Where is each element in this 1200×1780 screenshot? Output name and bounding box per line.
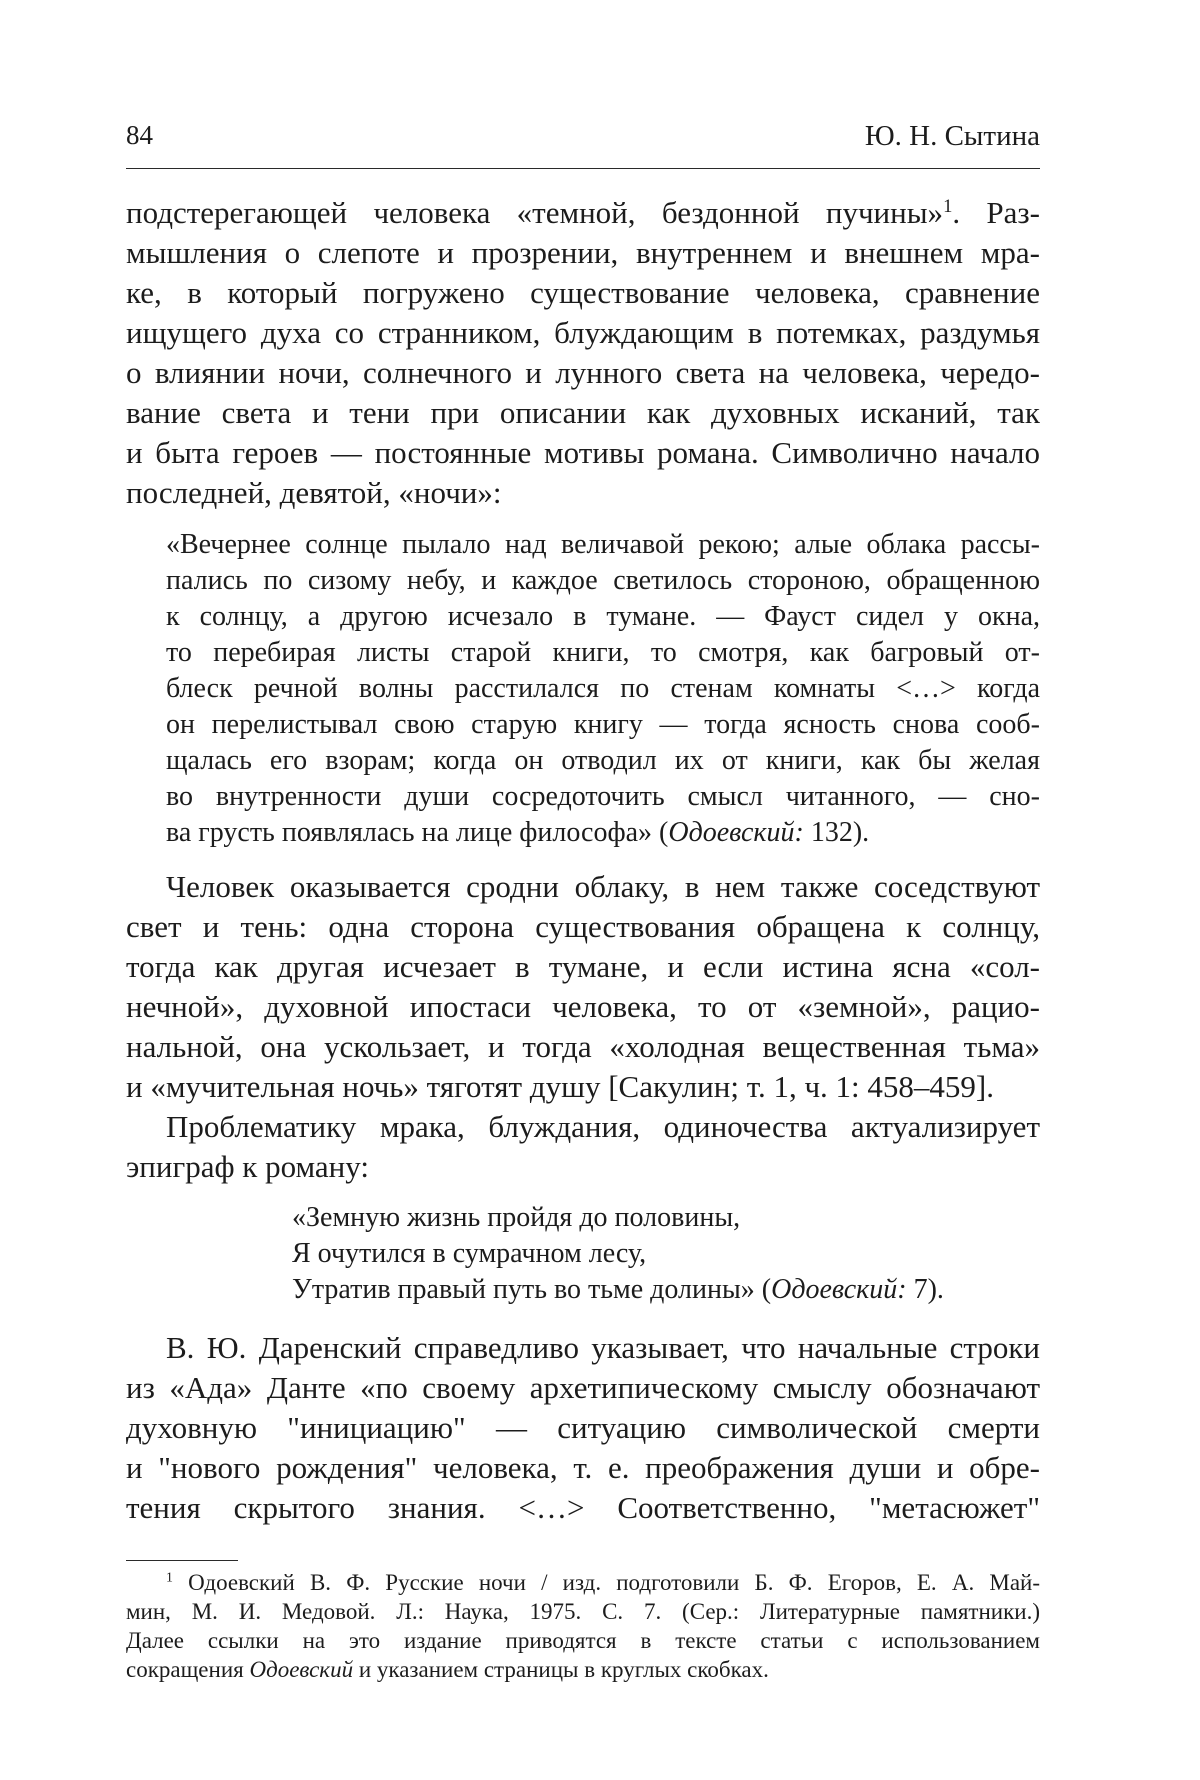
body-line: ищущего духа со странником, блуждающим в потемках, раздумья bbox=[126, 315, 1040, 350]
quote-line: во внутренности души сосредоточить смысл читанного, — сно- bbox=[166, 781, 1040, 812]
body-line: о влиянии ночи, солнечного и лунного света на человека, чередо- bbox=[126, 355, 1040, 390]
body-line: духовную "инициацию" — ситуацию символической смерти bbox=[126, 1410, 1040, 1445]
body-line: тогда как другая исчезает в тумане, и если истина ясна «сол- bbox=[126, 949, 1040, 984]
body-line: и "нового рождения" человека, т. е. преображения души и обре- bbox=[126, 1450, 1040, 1485]
citation-author: Одоевский: bbox=[668, 817, 804, 848]
page-number: 84 bbox=[126, 120, 153, 150]
citation-author: Одоевский: bbox=[771, 1274, 907, 1305]
body-line: эпиграф к роману: bbox=[126, 1149, 369, 1184]
quote-line: блеск речной волны расстилался по стенам комнаты <…> когда bbox=[166, 673, 1040, 704]
quote-line: щалась его взорам; когда он отводил их от книги, как бы желая bbox=[166, 745, 1040, 776]
footnote-marker: 1 bbox=[943, 195, 953, 217]
body-line: нальной, она ускользает, и тогда «холодная вещественная тьма» bbox=[126, 1029, 1040, 1064]
footnote-rule bbox=[126, 1560, 238, 1561]
body-line: свет и тень: одна сторона существования обращена к солнцу, bbox=[126, 909, 1040, 944]
body-line: Проблематику мрака, блуждания, одиночества актуализирует bbox=[166, 1109, 1040, 1144]
quote-line: пались по сизому небу, и каждое светилось стороною, обращенною bbox=[166, 565, 1040, 596]
running-author: Ю. Н. Сытина bbox=[864, 120, 1040, 152]
verse-line: Я очутился в сумрачном лесу, bbox=[292, 1238, 647, 1269]
footnote-abbrev: Одоевский bbox=[249, 1657, 354, 1682]
quote-line: «Вечернее солнце пылало над величавой рекою; алые облака рассы- bbox=[166, 529, 1040, 560]
body-line: последней, девятой, «ночи»: bbox=[126, 475, 502, 510]
verse-line: Утратив правый путь во тьме долины» (Одоевский: 7). bbox=[292, 1274, 944, 1305]
body-line: тения скрытого знания. <…> Соответственно, "метасюжет" bbox=[126, 1490, 1040, 1525]
footnote-number: 1 bbox=[166, 1569, 173, 1585]
body-line: и быта героев — постоянные мотивы романа. Символично начало bbox=[126, 435, 1040, 470]
body-line: В. Ю. Даренский справедливо указывает, что начальные строки bbox=[166, 1330, 1040, 1365]
body-line: ке, в который погружено существование человека, сравнение bbox=[126, 275, 1040, 310]
verse-line: «Земную жизнь пройдя до половины, bbox=[292, 1202, 741, 1233]
quote-line: ва грусть появлялась на лице философа» (Одоевский: 132). bbox=[166, 817, 870, 848]
body-line: из «Ада» Данте «по своему архетипическому смыслу обозначают bbox=[126, 1370, 1040, 1405]
body-line: Человек оказывается сродни облаку, в нем также соседствуют bbox=[166, 869, 1040, 904]
body-line: нечной», духовной ипостаси человека, то от «земной», рацио- bbox=[126, 989, 1040, 1024]
body-line: вание света и тени при описании как духовных исканий, так bbox=[126, 395, 1040, 430]
body-line: мышления о слепоте и прозрении, внутреннем и внешнем мра- bbox=[126, 235, 1040, 270]
body-line: подстерегающей человека «темной, бездонной пучины»$^1$. Раз- bbox=[126, 195, 1040, 230]
running-header bbox=[126, 116, 1040, 169]
quote-line: он перелистывал свою старую книгу — тогда ясность снова сооб- bbox=[166, 709, 1040, 740]
footnote-line: Далее ссылки на это издание приводятся в тексте статьи с использованием bbox=[126, 1628, 1040, 1653]
footnote-line: мин, М. И. Медовой. Л.: Наука, 1975. С. 7. (Сер.: Литературные памятники.) bbox=[126, 1599, 1040, 1624]
footnote-line: сокращения Одоевский и указанием страницы в круглых скобках. bbox=[126, 1657, 769, 1682]
quote-line: к солнцу, а другою исчезало в тумане. — Фауст сидел у окна, bbox=[166, 601, 1040, 632]
footnote-line: $^1$ Одоевский В. Ф. Русские ночи / изд. подготовили Б. Ф. Егоров, Е. А. Май- bbox=[166, 1569, 1040, 1595]
body-line: и «мучительная ночь» тяготят душу [Сакулин; т. 1, ч. 1: 458–459]. bbox=[126, 1069, 994, 1104]
quote-line: то перебирая листы старой книги, то смотря, как багровый от- bbox=[166, 637, 1040, 668]
